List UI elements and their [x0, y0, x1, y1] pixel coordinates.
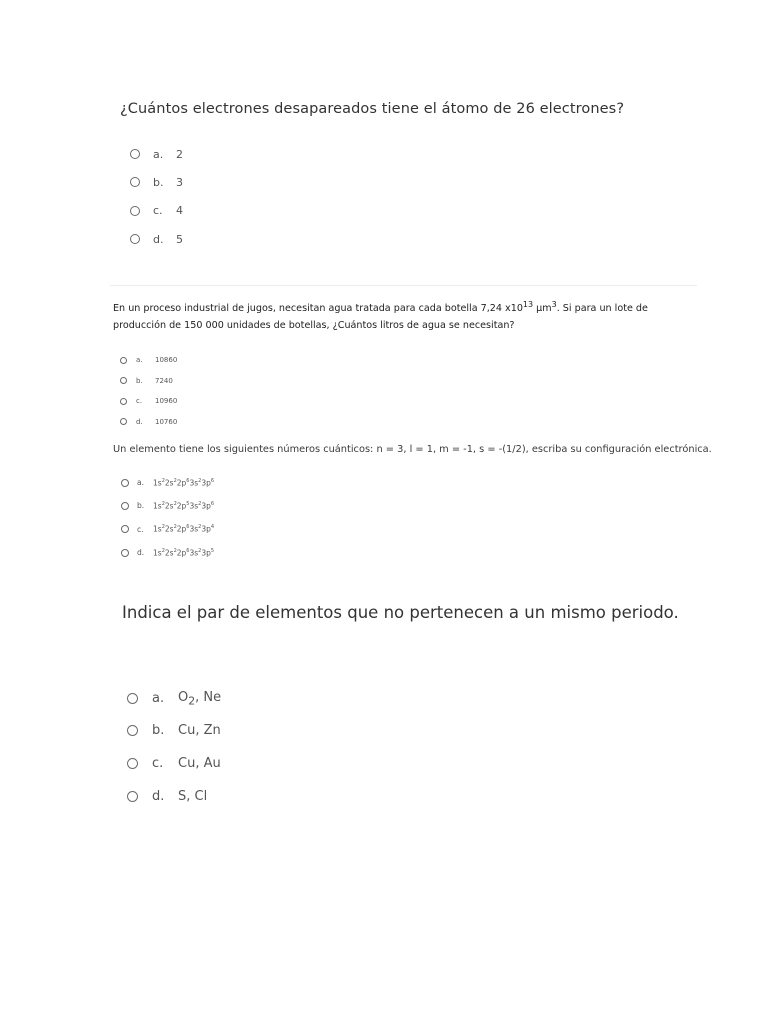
- option-3b[interactable]: [121, 494, 713, 517]
- orbital: 1s: [153, 548, 162, 558]
- electron-count: 2: [198, 501, 202, 508]
- question-1-options: [130, 140, 720, 253]
- orbital: 2p: [176, 478, 187, 488]
- radio-icon[interactable]: [121, 525, 129, 533]
- option-value: Cu, Au: [178, 755, 221, 771]
- orbital: 3s: [189, 478, 199, 488]
- radio-icon[interactable]: [121, 479, 129, 487]
- option-3c[interactable]: [121, 518, 713, 541]
- element-symbol: O: [178, 689, 189, 705]
- radio-icon[interactable]: [127, 791, 138, 802]
- option-letter: c.: [137, 524, 144, 534]
- radio-icon[interactable]: [121, 502, 129, 510]
- option-value: 4: [176, 204, 183, 218]
- orbital: 2p: [176, 501, 187, 511]
- electron-count: 2: [173, 524, 177, 531]
- option-value: 7240: [155, 376, 173, 385]
- electron-count: 6: [210, 501, 215, 508]
- question-2: [113, 296, 713, 432]
- question-4: [122, 603, 742, 812]
- radio-icon[interactable]: [120, 377, 127, 384]
- radio-icon[interactable]: [127, 725, 138, 736]
- question-3-options: [121, 471, 713, 564]
- option-1b[interactable]: [130, 168, 720, 196]
- option-value: [178, 690, 221, 708]
- electron-count: 2: [198, 524, 202, 531]
- subscript: 2: [188, 694, 196, 708]
- radio-icon[interactable]: [120, 398, 127, 405]
- option-letter: a.: [136, 356, 143, 365]
- option-2c[interactable]: [120, 391, 713, 411]
- electron-configuration: [153, 548, 214, 558]
- orbital: 2s: [164, 501, 174, 511]
- exponent: 13: [522, 300, 534, 309]
- question-3: [113, 444, 713, 564]
- option-4b[interactable]: [127, 715, 742, 748]
- orbital: 2s: [164, 524, 174, 534]
- option-value: S, Cl: [178, 788, 208, 804]
- option-value: 10760: [155, 417, 178, 426]
- divider: [110, 285, 697, 286]
- orbital: 2p: [176, 548, 187, 558]
- option-value: 10860: [155, 356, 178, 365]
- electron-configuration: [153, 478, 214, 488]
- question-4-options: [127, 682, 742, 812]
- orbital: 3p: [201, 548, 211, 558]
- option-value: 10960: [155, 397, 178, 406]
- option-1a[interactable]: [130, 140, 720, 168]
- radio-icon[interactable]: [120, 357, 127, 364]
- electron-count: 2: [173, 547, 177, 554]
- option-3d[interactable]: [121, 541, 713, 564]
- radio-icon[interactable]: [130, 177, 140, 187]
- orbital: 3p: [201, 478, 211, 488]
- exponent: 3: [551, 300, 557, 309]
- option-letter: c.: [153, 204, 163, 218]
- electron-count: 5: [210, 547, 215, 554]
- option-2a[interactable]: [120, 350, 713, 370]
- electron-count: 5: [186, 501, 190, 508]
- option-1d[interactable]: [130, 225, 720, 253]
- orbital: 3p: [201, 524, 211, 534]
- question-2-options: [120, 350, 713, 432]
- electron-count: 4: [210, 524, 215, 531]
- electron-configuration: [153, 524, 214, 534]
- electron-count: 6: [186, 477, 190, 484]
- question-1-text: ¿Cuántos electrones desapareados tiene el átomo de 26 electrones?: [120, 101, 625, 117]
- electron-count: 2: [173, 501, 177, 508]
- option-value: 3: [176, 175, 183, 189]
- electron-count: 2: [173, 477, 177, 484]
- option-letter: b.: [137, 501, 145, 511]
- radio-icon[interactable]: [127, 693, 138, 704]
- orbital: 2s: [164, 548, 174, 558]
- option-3a[interactable]: [121, 471, 713, 494]
- electron-count: 2: [198, 547, 202, 554]
- option-letter: c.: [152, 755, 164, 771]
- electron-count: 6: [186, 547, 190, 554]
- option-letter: d.: [153, 232, 164, 246]
- orbital: 3s: [189, 524, 199, 534]
- option-letter: b.: [152, 723, 165, 739]
- option-letter: c.: [136, 397, 143, 406]
- electron-configuration: [153, 501, 214, 511]
- radio-icon[interactable]: [130, 234, 140, 244]
- question-2-text: [113, 296, 698, 334]
- orbital: 1s: [153, 501, 162, 511]
- electron-count: 6: [186, 524, 190, 531]
- option-letter: d.: [137, 548, 145, 558]
- question-2-text-part: En un proceso industrial de jugos, necesitan agua tratada para cada botella 7,24 x10: [113, 303, 523, 315]
- option-2b[interactable]: [120, 371, 713, 391]
- option-letter: a.: [137, 478, 144, 488]
- orbital: 1s: [153, 478, 162, 488]
- question-3-text: Un elemento tiene los siguientes números cuánticos: n = 3, l = 1, m = -1, s = -(1/2), escriba su configuración electrónica.: [113, 444, 712, 455]
- radio-icon[interactable]: [121, 549, 129, 557]
- option-value: 5: [176, 232, 183, 246]
- radio-icon[interactable]: [127, 758, 138, 769]
- electron-count: 2: [198, 477, 202, 484]
- orbital: 2p: [176, 524, 187, 534]
- option-2d[interactable]: [120, 411, 713, 431]
- option-letter: d.: [152, 788, 165, 804]
- orbital: 2s: [164, 478, 174, 488]
- electron-count: 2: [161, 547, 165, 554]
- question-2-text-part: . Si para un lote de producción de 150 000 unidades de botellas, ¿Cuántos litros de agua se necesitan?: [113, 303, 648, 332]
- option-value: 2: [176, 147, 183, 161]
- option-value: Cu, Zn: [178, 723, 221, 739]
- electron-count: 2: [161, 501, 165, 508]
- radio-icon[interactable]: [130, 149, 140, 159]
- radio-icon[interactable]: [120, 418, 127, 425]
- option-4c[interactable]: [127, 747, 742, 780]
- electron-count: 6: [210, 477, 215, 484]
- option-letter: b.: [153, 175, 164, 189]
- option-letter: a.: [152, 690, 165, 706]
- option-letter: a.: [153, 147, 164, 161]
- option-4a[interactable]: [127, 682, 742, 715]
- question-2-unit: μm: [533, 303, 552, 315]
- orbital: 3p: [201, 501, 211, 511]
- electron-count: 2: [161, 524, 165, 531]
- option-letter: d.: [136, 417, 143, 426]
- option-1c[interactable]: [130, 197, 720, 225]
- question-1: [120, 101, 720, 253]
- option-letter: b.: [136, 376, 143, 385]
- element-symbol: , Ne: [195, 689, 222, 705]
- orbital: 1s: [153, 524, 162, 534]
- radio-icon[interactable]: [130, 206, 140, 216]
- electron-count: 2: [161, 477, 165, 484]
- question-4-text: Indica el par de elementos que no pertenecen a un mismo periodo.: [122, 603, 679, 622]
- orbital: 3s: [189, 548, 199, 558]
- orbital: 3s: [189, 501, 199, 511]
- option-4d[interactable]: [127, 780, 742, 813]
